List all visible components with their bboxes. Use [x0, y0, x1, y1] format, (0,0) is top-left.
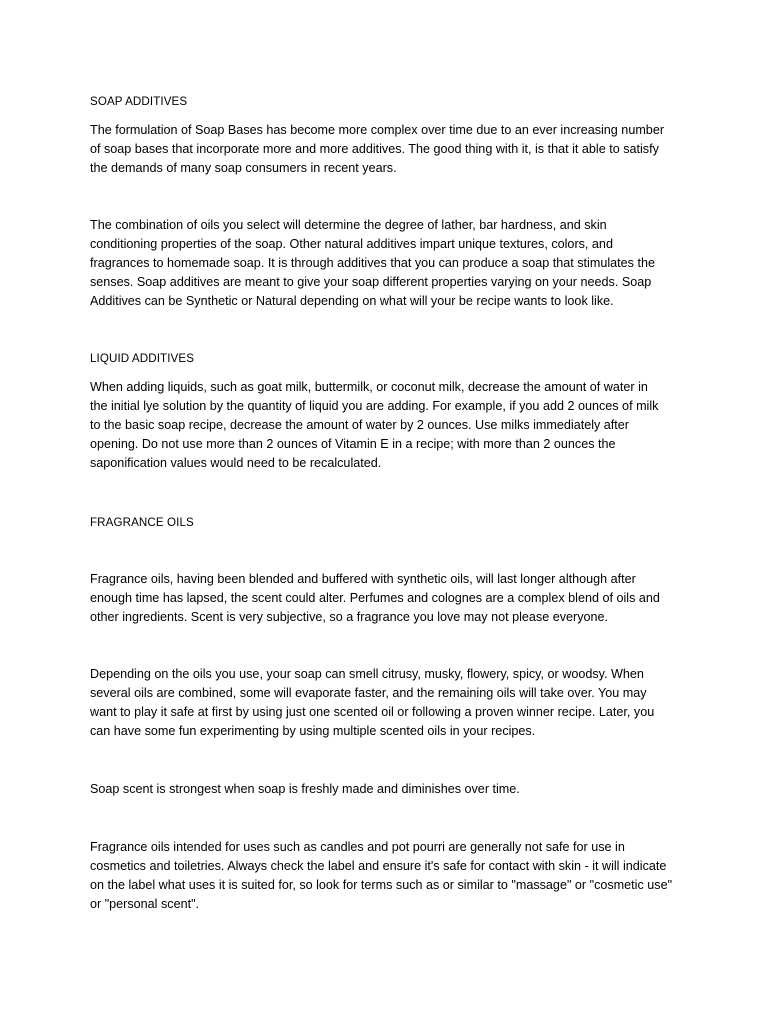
- heading-soap-additives: SOAP ADDITIVES: [90, 95, 188, 108]
- heading-fragrance-oils: FRAGRANCE OILS: [90, 516, 194, 529]
- paragraph-oils: The combination of oils you select will determine the degree of lather, bar hardness, and skin conditioning properties of the soap. Other natural additives impart unique textures, colors, and fragrances to homemade soap. It is through additives that you can produce a soap that stimulates the senses. Soap additives are meant to give your soap different properties varying on your needs. Soap Additives can be Synthetic or Natural depending on what will your be recipe wants to look like.: [90, 218, 655, 308]
- paragraph-fragrance: Fragrance oils, having been blended and buffered with synthetic oils, will last longer although after enough time has lapsed, the scent could alter. Perfumes and colognes are a complex blend of oils and other ingredients. Scent is very subjective, so a fragrance you love may not please everyone.: [90, 572, 660, 624]
- paragraph-formulation: The formulation of Soap Bases has become more complex over time due to an ever increasing number of soap bases that incorporate more and more additives. The good thing with it, is that it able to satisfy the demands of many soap consumers in recent years.: [90, 123, 665, 175]
- paragraph-scent: Soap scent is strongest when soap is freshly made and diminishes over time.: [90, 782, 520, 796]
- paragraph-liquids: When adding liquids, such as goat milk, buttermilk, or coconut milk, decrease the amount of water in the initial lye solution by the quantity of liquid you are adding. For example, if you add 2 ounces of milk to the basic soap recipe, decrease the amount of water by 2 ounces. Use milks immediately after opening. Do not use more than 2 ounces of Vitamin E in a recipe; with more than 2 ounces the saponification values would need to be recalculated.: [90, 380, 659, 470]
- heading-liquid-additives: LIQUID ADDITIVES: [90, 352, 195, 365]
- paragraph-depending: Depending on the oils you use, your soap can smell citrusy, musky, flowery, spicy, or woodsy. When several oils are combined, some will evaporate faster, and the remaining oils will take over. You may want to play it safe at first by using just one scented oil or following a proven winner recipe. Later, you can have some fun experimenting by using multiple scented oils in your recipes.: [90, 667, 655, 738]
- paragraph-candles: Fragrance oils intended for uses such as candles and pot pourri are generally not safe for use in cosmetics and toiletries. Always check the label and ensure it's safe for contact with skin - it will indicate on the label what uses it is suited for, so look for terms such as or similar to "massage" or "cosmetic use" or "personal scent".: [90, 840, 673, 911]
